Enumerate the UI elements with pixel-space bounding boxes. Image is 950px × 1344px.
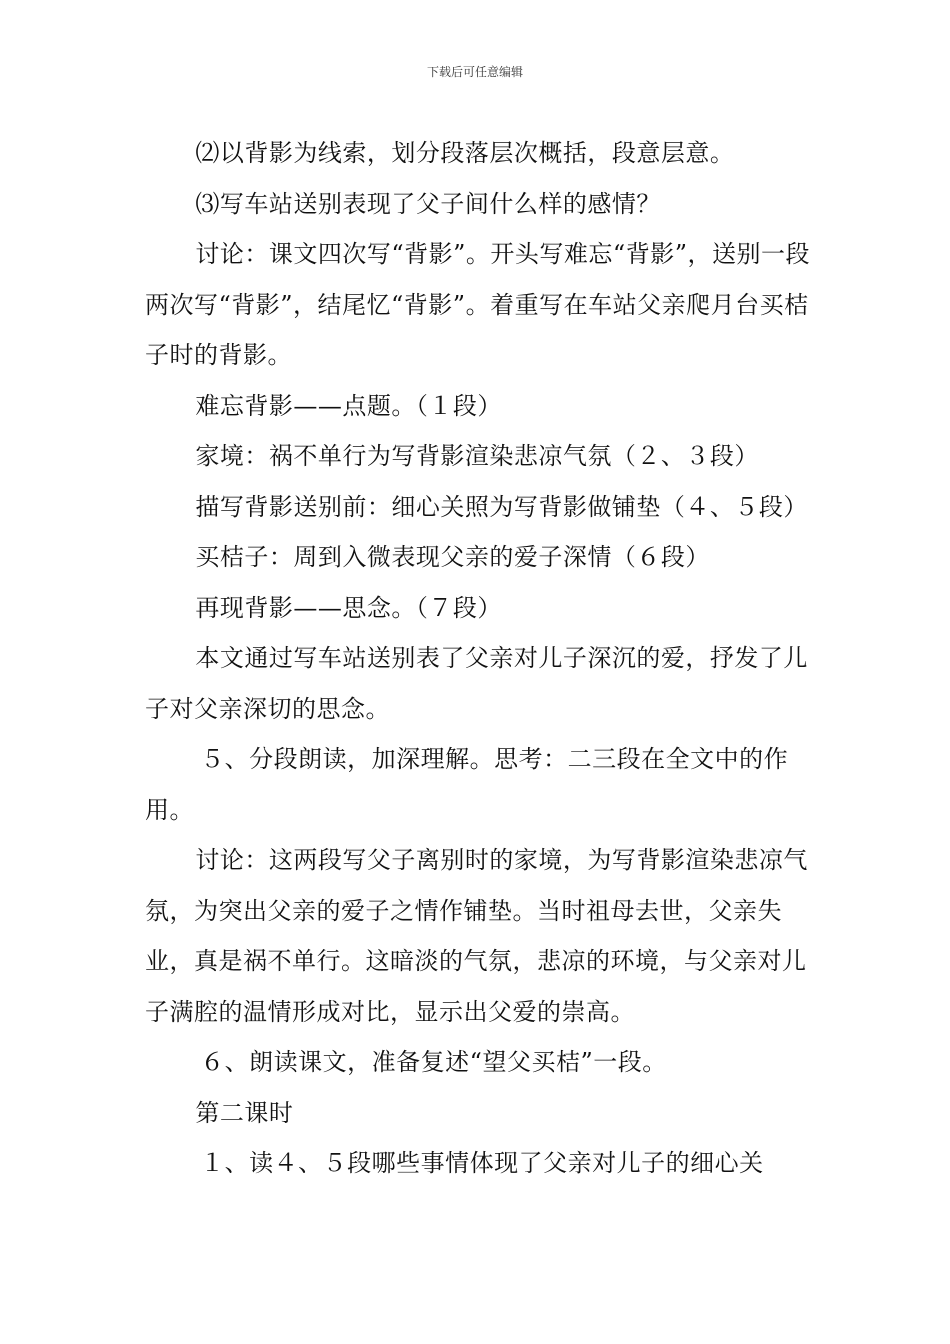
paragraph-12: ６、朗读课文，准备复述“望父买桔”一段。	[200, 1048, 667, 1076]
paragraph-9: 本文通过写车站送别表了父亲对儿子深沉的爱，抒发了儿子对父亲深切的思念。	[145, 644, 808, 723]
paragraph-3: 讨论：课文四次写“背影”。开头写难忘“背影”，送别一段两次写“背影”，结尾忆“背影”。着重写在车站父亲爬月台买桔子时的背影。	[145, 240, 810, 369]
paragraph-10: ５、分段朗读，加深理解。思考：二三段在全文中的作用。	[145, 745, 789, 824]
document-body	[145, 128, 815, 1189]
paragraph-14: １、读４、５段哪些事情体现了父亲对儿子的细心关	[200, 1149, 764, 1177]
paragraph-2: ⑶写车站送别表现了父子间什么样的感情？	[195, 189, 661, 218]
paragraph-7: 买桔子：周到入微表现父亲的爱子深情（６段）	[195, 543, 710, 571]
paragraph-6: 描写背影送别前：细心关照为写背影做铺垫（４、５段）	[195, 492, 808, 521]
page-header-note: 下载后可任意编辑	[426, 65, 523, 79]
paragraph-8: 再现背影——思念。（７段）	[195, 593, 502, 622]
paragraph-1: ⑵以背影为线索，划分段落层次概括，段意层意。	[195, 139, 735, 167]
paragraph-4: 难忘背影——点题。（１段）	[195, 391, 502, 420]
paragraph-13: 第二课时	[195, 1098, 294, 1127]
paragraph-11: 讨论：这两段写父子离别时的家境，为写背影渲染悲凉气氛，为突出父亲的爱子之情作铺垫。当时祖母去世，父亲失业，真是祸不单行。这暗淡的气氛，悲凉的环境，与父亲对儿子满腔的温情形成对比，显示出父爱的崇高。	[145, 846, 808, 1026]
paragraph-5: 家境：祸不单行为写背影渲染悲凉气氛（２、３段）	[195, 442, 759, 470]
